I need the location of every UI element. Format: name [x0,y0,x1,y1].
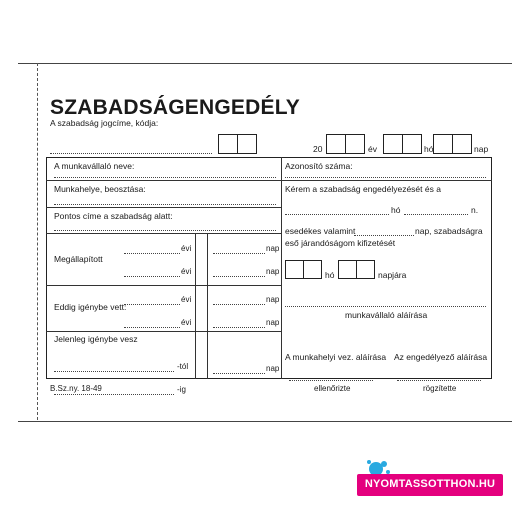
id-number-dots[interactable] [285,177,486,178]
approver-signature-label: Az engedélyező aláírása [394,352,488,362]
row-divider-4 [46,285,281,286]
used-evi-2: évi [181,318,192,327]
row-divider-1 [46,180,281,181]
request-due-tail: nap, szabadságra [415,226,483,236]
pay-napjara: napjára [378,270,407,280]
watermark-text: NYOMTASSOTTHON.HU [364,478,496,490]
established-evi-1: évi [181,244,192,253]
column-divider [281,157,282,379]
taking-from-label: -tól [177,362,189,371]
used-nap-1: nap [266,295,280,304]
taking-to-dots[interactable] [54,394,174,395]
used-evi-1: évi [181,295,192,304]
leave-code-box-2[interactable] [237,134,257,154]
established-nap-1: nap [266,244,280,253]
used-nap-2: nap [266,318,280,327]
row-divider-5 [46,331,281,332]
established-nap-dots-1[interactable] [213,253,265,254]
form-title: SZABADSÁGENGEDÉLY [50,96,300,119]
year-box-1[interactable] [326,134,346,154]
established-evi-dots-1[interactable] [124,253,180,254]
form-code: B.Sz.ny. 18-49 [50,384,102,393]
request-day-dots[interactable] [404,214,468,215]
employee-signature-label: munkavállaló aláírása [345,310,428,320]
year-box-2[interactable] [345,134,365,154]
pay-month-box-2[interactable] [303,260,322,279]
request-text-1: Kérem a szabadság engedélyezését és a [285,184,441,194]
checked-dots[interactable] [289,380,373,381]
taking-nap-dots[interactable] [213,373,265,374]
pay-ho: hó [325,270,335,280]
recorded-dots[interactable] [397,380,481,381]
pay-month-box-1[interactable] [285,260,304,279]
day-box-2[interactable] [452,134,472,154]
checked-label: ellenőrizte [314,384,351,393]
row-divider-3 [46,233,281,234]
workplace-dots[interactable] [54,204,276,205]
established-label: Megállapított [54,254,103,264]
address-label: Pontos címe a szabadság alatt: [54,211,173,221]
leave-type-dots [50,153,212,154]
used-evi-dots-2[interactable] [124,327,180,328]
used-nap-dots-1[interactable] [213,304,265,305]
date-day-label: nap [474,144,489,154]
manager-signature-label: A munkahelyi vez. aláírása [285,352,387,362]
pay-day-box-2[interactable] [356,260,375,279]
taking-nap-label: nap [266,364,280,373]
request-due-dots[interactable] [354,235,414,236]
taking-from-dots[interactable] [54,371,174,372]
employee-name-label: A munkavállaló neve: [54,161,135,171]
sub-column-divider-2 [207,233,208,379]
request-n: n. [471,205,479,215]
address-dots[interactable] [54,230,276,231]
workplace-label: Munkahelye, beosztása: [54,184,146,194]
leave-type-label: A szabadság jogcíme, kódja: [50,118,159,128]
used-so-far-label: Eddig igénybe vett: [54,302,127,312]
employee-signature-dots[interactable] [285,306,486,307]
month-box-1[interactable] [383,134,403,154]
taking-now-label: Jelenleg igénybe vesz [54,334,138,344]
request-date-dots[interactable] [285,214,389,215]
employee-name-dots[interactable] [54,177,276,178]
date-prefix: 20 [313,144,323,154]
pay-day-box-1[interactable] [338,260,357,279]
right-row-divider [281,180,492,181]
sub-column-divider-1 [195,233,196,379]
taking-to-label: -ig [177,385,186,394]
watermark-badge [357,474,503,496]
established-evi-2: évi [181,267,192,276]
id-number-label: Azonosító száma: [285,161,353,171]
established-nap-2: nap [266,267,280,276]
month-box-2[interactable] [402,134,422,154]
established-nap-dots-2[interactable] [213,276,265,277]
request-ho: hó [391,205,401,215]
date-year-label: év [368,144,377,154]
established-evi-dots-2[interactable] [124,276,180,277]
recorded-label: rögzítette [423,384,457,393]
leave-code-box-1[interactable] [218,134,238,154]
request-pay: eső járandóságom kifizetését [285,238,396,248]
request-due: esedékes valamint [285,226,356,236]
row-divider-2 [46,207,281,208]
used-nap-dots-2[interactable] [213,327,265,328]
day-box-1[interactable] [433,134,453,154]
date-month-label: hó [424,144,434,154]
used-evi-dots-1[interactable] [124,304,180,305]
perforation-line [37,63,38,420]
